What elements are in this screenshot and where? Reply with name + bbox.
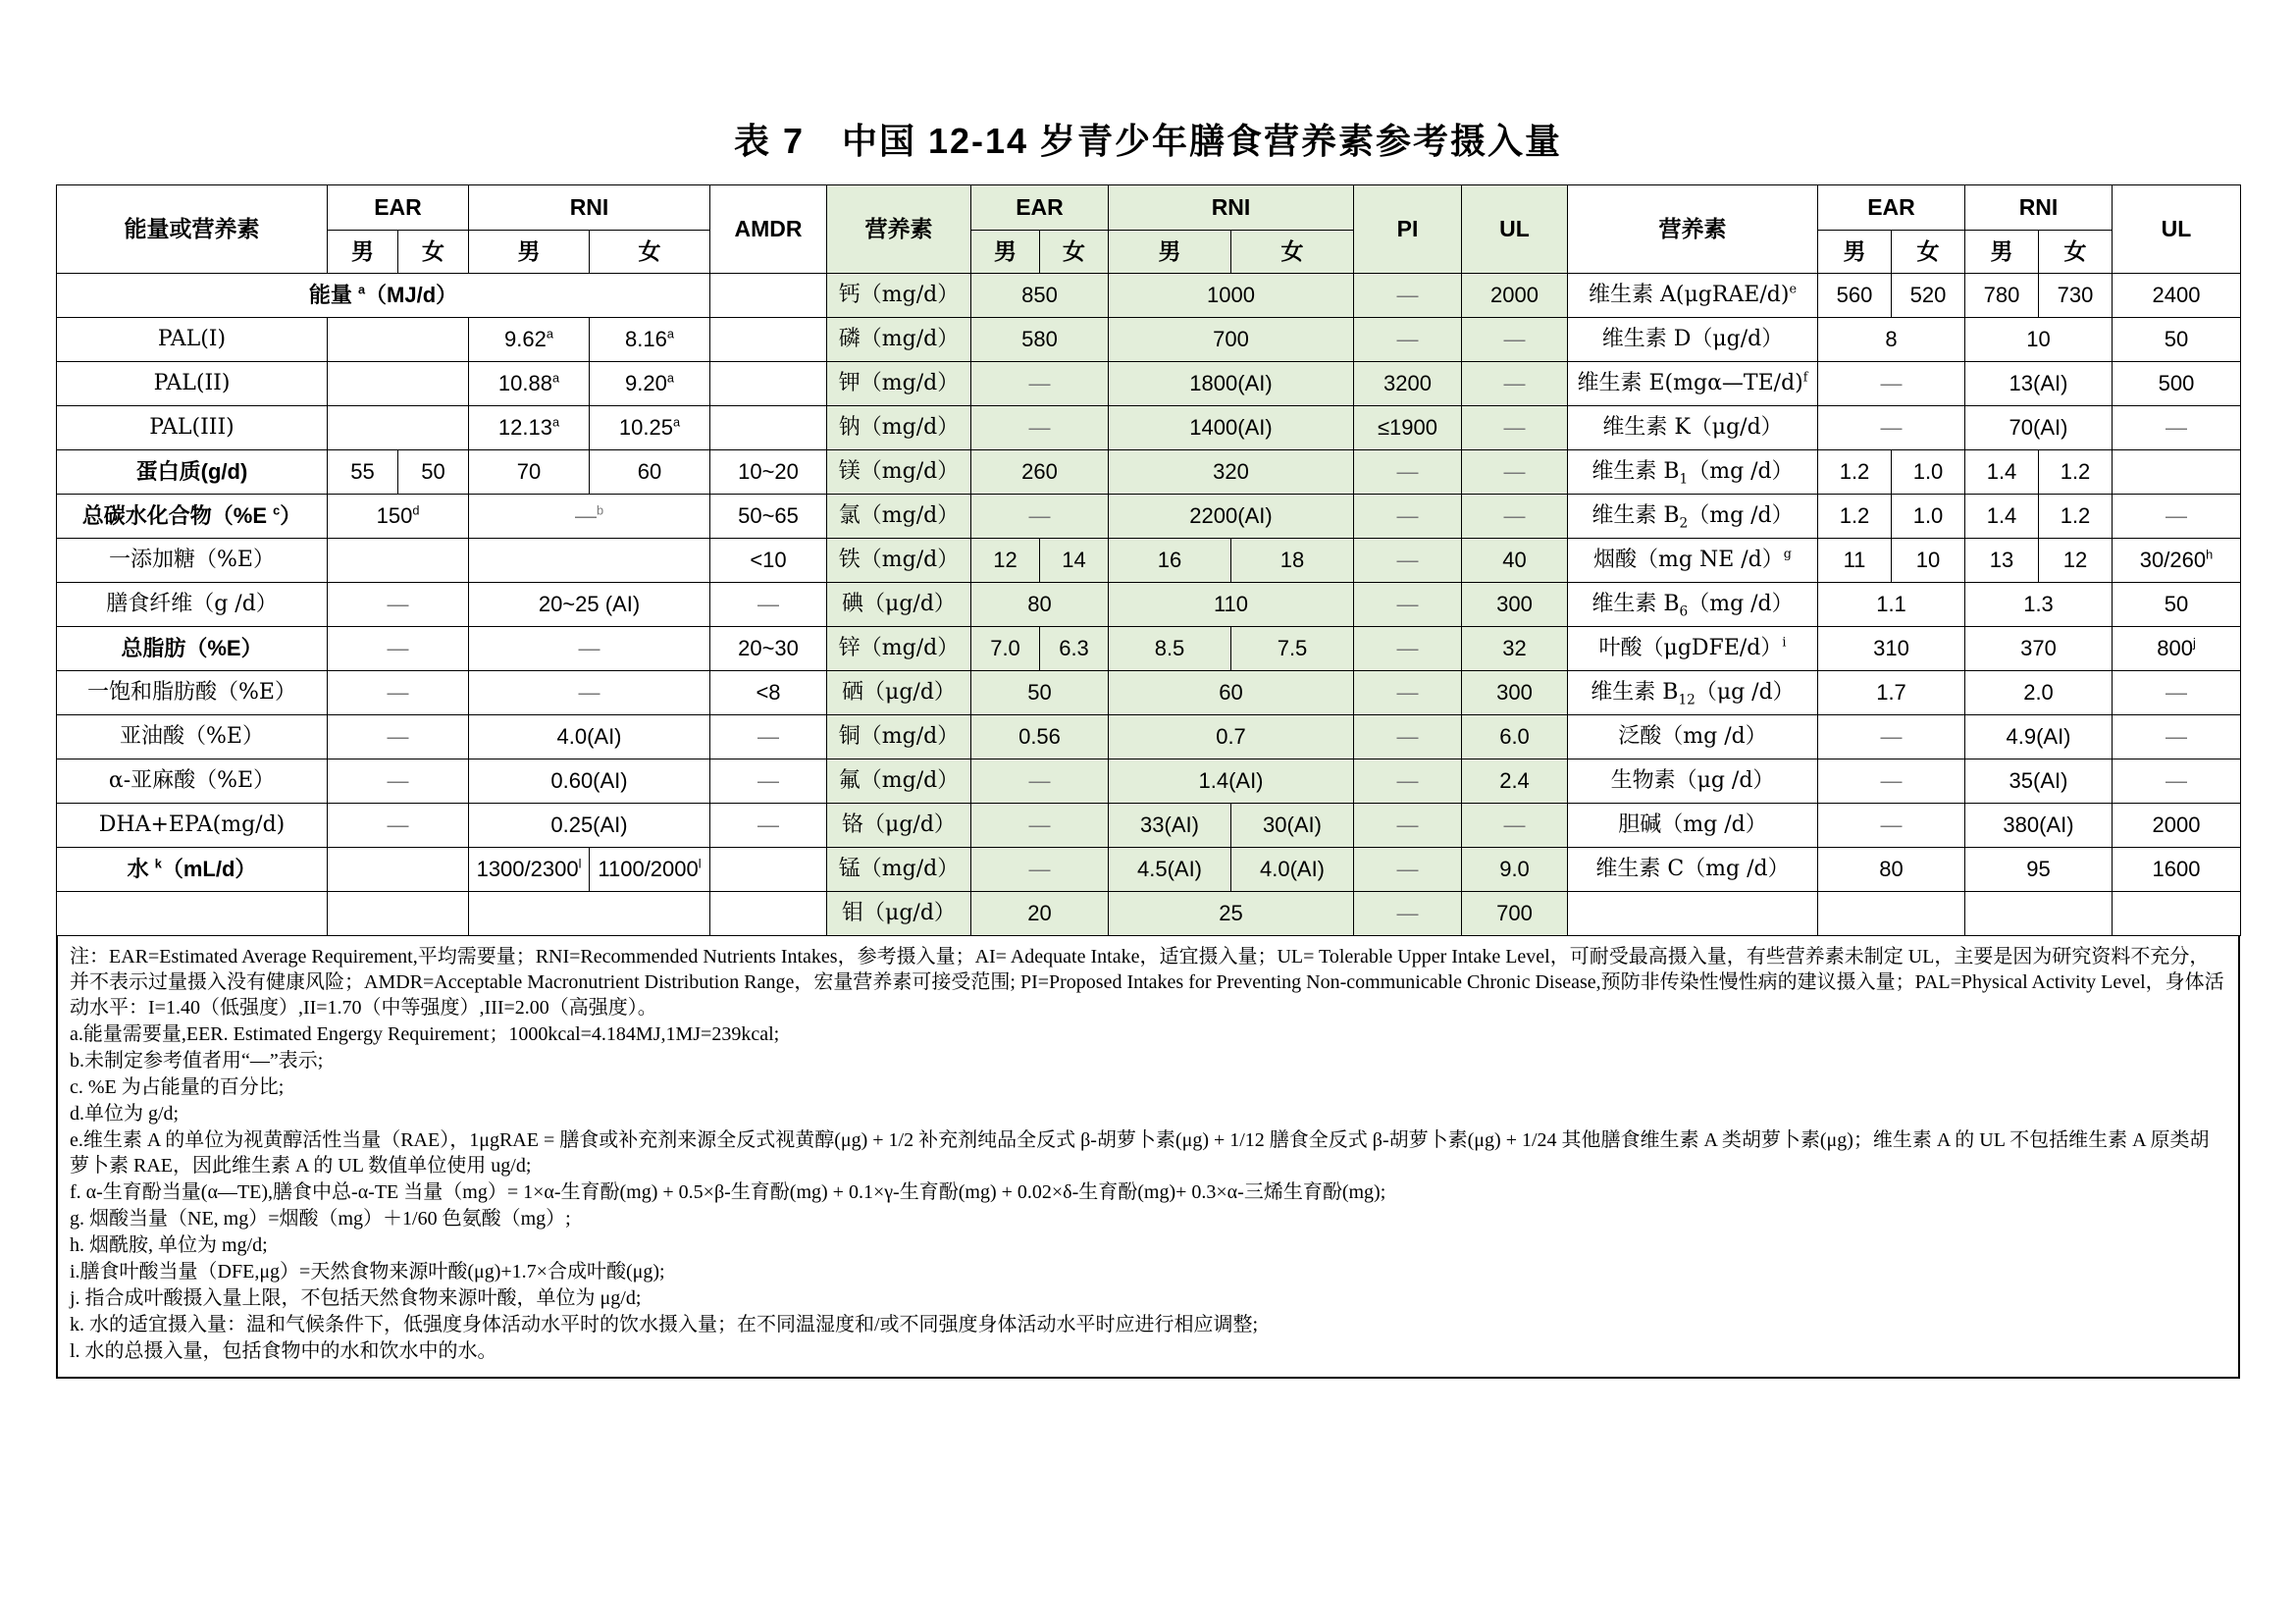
value-cell: 150$^d$ [328, 495, 469, 539]
column-header: 营养素 [1568, 185, 1818, 274]
value-cell: 700 [1462, 892, 1568, 936]
value-cell: 780 [1965, 274, 2039, 318]
value-cell: 14 [1040, 539, 1109, 583]
column-header: RNI [469, 185, 710, 231]
column-header: 女 [1231, 231, 1354, 274]
value-cell: 9.20$^a$ [590, 362, 710, 406]
table-row [57, 804, 2241, 848]
value-cell: — [1354, 539, 1462, 583]
value-cell [710, 318, 827, 362]
row-label: 钠（mg/d） [827, 406, 971, 450]
value-cell: 33(AI) [1109, 804, 1231, 848]
value-cell: 10.88$^a$ [469, 362, 590, 406]
column-header: EAR [328, 185, 469, 231]
value-cell: 0.25(AI) [469, 804, 710, 848]
value-cell: 13(AI) [1965, 362, 2113, 406]
row-label: 维生素 E(mgα—TE/d)$^f$ [1568, 362, 1818, 406]
column-header: 女 [590, 231, 710, 274]
value-cell: 7.0 [971, 627, 1040, 671]
value-cell: <8 [710, 671, 827, 715]
column-header: RNI [1965, 185, 2113, 231]
value-cell: — [710, 759, 827, 804]
value-cell: — [710, 804, 827, 848]
value-cell [57, 892, 328, 936]
footnote-line: i.膳食叶酸当量（DFE,μg）=天然食物来源叶酸(μg)+1.7×合成叶酸(μg); [70, 1261, 665, 1283]
value-cell: — [469, 627, 710, 671]
value-cell: 25 [1109, 892, 1354, 936]
value-cell: 1300/2300$^l$ [469, 848, 590, 892]
value-cell: — [2113, 759, 2241, 804]
value-cell: 310 [1818, 627, 1965, 671]
value-cell: — [1354, 583, 1462, 627]
value-cell: 1.7 [1818, 671, 1965, 715]
value-cell: 300 [1462, 671, 1568, 715]
value-cell: 1.3 [1965, 583, 2113, 627]
value-cell [710, 892, 827, 936]
footnote-line: 注：EAR=Estimated Average Requirement,平均需要量；RNI=Recommended Nutrients Intakes，参考摄入量；AI= Adequate Intake，适宜摄入量；UL= Tolerable Upper Intake Level，可耐受最高摄入量，有些营养素未制定 UL，主要是因为研究资料不充分，并不表示过量摄入没有健康风险；AMDR=Acceptable Macronutrient Distribution Range，宏量营养素可接受范围; PI=Proposed Intakes for Preventing Non-communicable Chronic Disease,预防非传染性慢性病的建议摄入量；PAL=Physical Activity Level，身体活动水平：I=1.40（低强度）,II=1.70（中等强度）,III=2.00（高强度）。 [70, 946, 2224, 1019]
value-cell: — [1354, 450, 1462, 495]
value-cell: — [328, 671, 469, 715]
footnote-line: g. 烟酸当量（NE, mg）=烟酸（mg）＋1/60 色氨酸（mg）; [70, 1208, 571, 1230]
value-cell [710, 848, 827, 892]
value-cell: 4.9(AI) [1965, 715, 2113, 759]
value-cell [328, 848, 469, 892]
value-cell: 110 [1109, 583, 1354, 627]
value-cell [2113, 450, 2241, 495]
value-cell: 8.16$^a$ [590, 318, 710, 362]
table-row [57, 627, 2241, 671]
value-cell: 70 [469, 450, 590, 495]
table-row [57, 848, 2241, 892]
value-cell: <10 [710, 539, 827, 583]
table-row [57, 450, 2241, 495]
row-label: 胆碱（mg /d） [1568, 804, 1818, 848]
value-cell: 1.2 [2039, 495, 2113, 539]
row-label: 能量 $^a$（MJ/d） [57, 274, 710, 318]
value-cell: 1.0 [1892, 495, 1965, 539]
footnote-line: e.维生素 A 的单位为视黄醇活性当量（RAE），1μgRAE = 膳食或补充剂来源全反式视黄醇(μg) + 1/2 补充剂纯品全反式 β-胡萝卜素(μg) + 1/12 膳食全反式 β-胡萝卜素(μg) + 1/24 其他膳食维生素 A 类胡萝卜素(μg)；维生素 A 的 UL 不包括维生素 A 原类胡萝卜素 RAE，因此维生素 A 的 UL 数值单位使用 ug/d; [70, 1129, 2210, 1177]
value-cell: 1600 [2113, 848, 2241, 892]
value-cell: — [2113, 671, 2241, 715]
value-cell: 60 [590, 450, 710, 495]
row-label: 钾（mg/d） [827, 362, 971, 406]
value-cell [2113, 892, 2241, 936]
footnote-line: l. 水的总摄入量，包括食物中的水和饮水中的水。 [70, 1340, 497, 1362]
column-header: UL [2113, 185, 2241, 274]
row-label: 氟（mg/d） [827, 759, 971, 804]
row-label: 亚油酸（%E） [57, 715, 328, 759]
table-row [57, 274, 2241, 318]
value-cell: 700 [1109, 318, 1354, 362]
row-label: 维生素 D（μg/d） [1568, 318, 1818, 362]
table-title: 表 7 中国 12-14 岁青少年膳食营养素参考摄入量 [733, 121, 1563, 161]
table-row [57, 671, 2241, 715]
row-label: 维生素 $B_6(mg$ /d） [1568, 583, 1818, 627]
value-cell: 10 [1965, 318, 2113, 362]
value-cell: 32 [1462, 627, 1568, 671]
value-cell: 370 [1965, 627, 2113, 671]
value-cell: — [2113, 406, 2241, 450]
row-label: 碘（μg/d） [827, 583, 971, 627]
value-cell: 10 [1892, 539, 1965, 583]
value-cell: — [328, 715, 469, 759]
row-label: 膳食纤维（g /d） [57, 583, 328, 627]
footnote-line: f. α-生育酚当量(α—TE),膳食中总-α-TE 当量（mg）= 1×α-生育酚(mg) + 0.5×β-生育酚(mg) + 0.1×γ-生育酚(mg) + 0.02×δ-生育酚(mg)+ 0.3×α-三烯生育酚(mg); [70, 1181, 1386, 1203]
value-cell: 20~30 [710, 627, 827, 671]
table-row [57, 539, 2241, 583]
nutrient-table [56, 184, 2241, 936]
value-cell [328, 892, 469, 936]
value-cell: 80 [971, 583, 1109, 627]
value-cell [328, 362, 469, 406]
value-cell: — [1354, 627, 1462, 671]
table-row [57, 583, 2241, 627]
column-header: 女 [1892, 231, 1965, 274]
value-cell: — [469, 671, 710, 715]
value-cell: 8.5 [1109, 627, 1231, 671]
row-label: 铁（mg/d） [827, 539, 971, 583]
value-cell: — [1818, 362, 1965, 406]
row-label: 蛋白质(g/d) [57, 450, 328, 495]
value-cell: — [1354, 848, 1462, 892]
value-cell: ≤1900 [1354, 406, 1462, 450]
row-label: PAL(II) [57, 362, 328, 406]
row-label: 维生素 C（mg /d） [1568, 848, 1818, 892]
value-cell: 800$^j$ [2113, 627, 2241, 671]
value-cell: 500 [2113, 362, 2241, 406]
value-cell: — [1462, 362, 1568, 406]
row-label: 维生素 $B_2(mg$ /d） [1568, 495, 1818, 539]
column-header: PI [1354, 185, 1462, 274]
value-cell: — [1354, 759, 1462, 804]
column-header: 男 [1818, 231, 1892, 274]
value-cell: 560 [1818, 274, 1892, 318]
value-cell: — [328, 759, 469, 804]
row-label: 镁（mg/d） [827, 450, 971, 495]
table-row [57, 715, 2241, 759]
value-cell: 260 [971, 450, 1109, 495]
value-cell: 80 [1818, 848, 1965, 892]
value-cell: 8 [1818, 318, 1965, 362]
column-header: 营养素 [827, 185, 971, 274]
footnote-line: d.单位为 g/d; [70, 1103, 180, 1125]
value-cell: 30/260$^h$ [2113, 539, 2241, 583]
value-cell: 60 [1109, 671, 1354, 715]
row-label: α-亚麻酸（%E） [57, 759, 328, 804]
header-subrow [57, 231, 2241, 274]
table-row [57, 759, 2241, 804]
value-cell: — [1462, 450, 1568, 495]
value-cell: — [710, 583, 827, 627]
value-cell: 6.3 [1040, 627, 1109, 671]
row-label: 硒（μg/d） [827, 671, 971, 715]
table-row [57, 318, 2241, 362]
value-cell: 1800(AI) [1109, 362, 1354, 406]
value-cell: 50~65 [710, 495, 827, 539]
value-cell: 18 [1231, 539, 1354, 583]
value-cell: 95 [1965, 848, 2113, 892]
value-cell: 12 [2039, 539, 2113, 583]
value-cell: 40 [1462, 539, 1568, 583]
value-cell: — [1354, 318, 1462, 362]
column-header: 女 [1040, 231, 1109, 274]
value-cell: — [328, 627, 469, 671]
value-cell: 4.0(AI) [1231, 848, 1354, 892]
row-label: 一添加糖（%E） [57, 539, 328, 583]
row-label: 一饱和脂肪酸（%E） [57, 671, 328, 715]
column-header: 男 [469, 231, 590, 274]
value-cell: — [2113, 715, 2241, 759]
value-cell [1965, 892, 2113, 936]
row-label: PAL(I) [57, 318, 328, 362]
row-label: 维生素 $B_{12}(\mu g$ /d） [1568, 671, 1818, 715]
column-header: UL [1462, 185, 1568, 274]
value-cell: 10.25$^a$ [590, 406, 710, 450]
table-wrapper [56, 184, 2240, 1379]
row-label: 总碳水化合物（%E $^c$） [57, 495, 328, 539]
value-cell: 20~25 (AI) [469, 583, 710, 627]
footnotes [56, 936, 2240, 1379]
row-label: 锌（mg/d） [827, 627, 971, 671]
value-cell: 30(AI) [1231, 804, 1354, 848]
value-cell: 1.2 [2039, 450, 2113, 495]
row-label: 烟酸（mg NE /d）$^g$ [1568, 539, 1818, 583]
footnote-line: k. 水的适宜摄入量：温和气候条件下，低强度身体活动水平时的饮水摄入量；在不同温湿度和/或不同强度身体活动水平时应进行相应调整; [70, 1314, 1259, 1335]
value-cell: 380(AI) [1965, 804, 2113, 848]
value-cell: 1100/2000$^l$ [590, 848, 710, 892]
column-header: AMDR [710, 185, 827, 274]
value-cell: 580 [971, 318, 1109, 362]
value-cell: 2200(AI) [1109, 495, 1354, 539]
value-cell [328, 406, 469, 450]
value-cell: 0.7 [1109, 715, 1354, 759]
column-header: 男 [971, 231, 1040, 274]
value-cell: — [1354, 892, 1462, 936]
value-cell: 13 [1965, 539, 2039, 583]
value-cell: — [2113, 495, 2241, 539]
table-body [57, 274, 2241, 936]
value-cell [1818, 892, 1965, 936]
footnote-line: j. 指合成叶酸摄入量上限，不包括天然食物来源叶酸，单位为 μg/d; [70, 1287, 642, 1309]
row-label: 生物素（μg /d） [1568, 759, 1818, 804]
row-label: PAL(III) [57, 406, 328, 450]
value-cell: — [710, 715, 827, 759]
value-cell: 1.2 [1818, 495, 1892, 539]
value-cell: — [971, 759, 1109, 804]
value-cell: 70(AI) [1965, 406, 2113, 450]
value-cell: — [1462, 804, 1568, 848]
value-cell: 50 [2113, 583, 2241, 627]
value-cell: 850 [971, 274, 1109, 318]
value-cell: — [1354, 274, 1462, 318]
footnote-line: h. 烟酰胺, 单位为 mg/d; [70, 1234, 268, 1256]
row-label: 钼（μg/d） [827, 892, 971, 936]
value-cell: — [1462, 495, 1568, 539]
value-cell: — [1818, 804, 1965, 848]
value-cell: — [971, 848, 1109, 892]
value-cell: 1.0 [1892, 450, 1965, 495]
row-label: 铜（mg/d） [827, 715, 971, 759]
row-label: 钙（mg/d） [827, 274, 971, 318]
value-cell [710, 362, 827, 406]
value-cell: 50 [2113, 318, 2241, 362]
row-label: DHA+EPA(mg/d) [57, 804, 328, 848]
table-row [57, 362, 2241, 406]
value-cell: 50 [398, 450, 469, 495]
footnote-line: b.未制定参考值者用“—”表示; [70, 1050, 324, 1072]
value-cell: — [971, 406, 1109, 450]
column-header: EAR [1818, 185, 1965, 231]
value-cell: 320 [1109, 450, 1354, 495]
value-cell: — [1818, 406, 1965, 450]
value-cell: 55 [328, 450, 398, 495]
value-cell [710, 274, 827, 318]
footnote-line: c. %E 为占能量的百分比; [70, 1076, 285, 1098]
value-cell: 730 [2039, 274, 2113, 318]
value-cell: 4.0(AI) [469, 715, 710, 759]
value-cell: — [971, 495, 1109, 539]
row-label: 总脂肪（%E） [57, 627, 328, 671]
value-cell: 12 [971, 539, 1040, 583]
value-cell: 9.62$^a$ [469, 318, 590, 362]
value-cell: 1.1 [1818, 583, 1965, 627]
value-cell: 35(AI) [1965, 759, 2113, 804]
header-row [57, 185, 2241, 231]
value-cell: 7.5 [1231, 627, 1354, 671]
table-row [57, 892, 2241, 936]
value-cell: 10~20 [710, 450, 827, 495]
value-cell: — [1462, 406, 1568, 450]
value-cell: 2000 [2113, 804, 2241, 848]
value-cell: 0.60(AI) [469, 759, 710, 804]
value-cell: — [1354, 671, 1462, 715]
value-cell [710, 406, 827, 450]
footnote-line: a.能量需要量,EER. Estimated Engergy Requirement；1000kcal=4.184MJ,1MJ=239kcal; [70, 1023, 780, 1045]
row-label: 氯（mg/d） [827, 495, 971, 539]
value-cell: — [971, 804, 1109, 848]
column-header: 男 [1965, 231, 2039, 274]
row-label: 维生素 K（μg/d） [1568, 406, 1818, 450]
value-cell: 50 [971, 671, 1109, 715]
value-cell: — [328, 583, 469, 627]
row-label: 铬（μg/d） [827, 804, 971, 848]
table-row [57, 495, 2241, 539]
column-header: EAR [971, 185, 1109, 231]
value-cell: 1.4 [1965, 450, 2039, 495]
value-cell: — [1354, 804, 1462, 848]
value-cell: — [1818, 759, 1965, 804]
column-header: 能量或营养素 [57, 185, 328, 274]
value-cell: — [1354, 495, 1462, 539]
value-cell: 1400(AI) [1109, 406, 1354, 450]
value-cell: 11 [1818, 539, 1892, 583]
value-cell: 2.0 [1965, 671, 2113, 715]
row-label: 泛酸（mg /d） [1568, 715, 1818, 759]
value-cell: 12.13$^a$ [469, 406, 590, 450]
value-cell: 0.56 [971, 715, 1109, 759]
column-header: 女 [398, 231, 469, 274]
value-cell: 1.4(AI) [1109, 759, 1354, 804]
value-cell: 9.0 [1462, 848, 1568, 892]
value-cell: — [328, 804, 469, 848]
value-cell: —$^b$ [469, 495, 710, 539]
row-label: 维生素 A(μgRAE/d)$^e$ [1568, 274, 1818, 318]
value-cell: 300 [1462, 583, 1568, 627]
value-cell: 2000 [1462, 274, 1568, 318]
value-cell: — [1462, 318, 1568, 362]
column-header: 女 [2039, 231, 2113, 274]
column-header: RNI [1109, 185, 1354, 231]
value-cell [1568, 892, 1818, 936]
row-label: 叶酸（μgDFE/d）$^i$ [1568, 627, 1818, 671]
value-cell [469, 539, 710, 583]
value-cell: 2.4 [1462, 759, 1568, 804]
value-cell [469, 892, 710, 936]
value-cell: — [971, 362, 1109, 406]
value-cell [328, 539, 469, 583]
row-label: 锰（mg/d） [827, 848, 971, 892]
column-header: 男 [1109, 231, 1231, 274]
value-cell: 6.0 [1462, 715, 1568, 759]
table-row [57, 406, 2241, 450]
column-header: 男 [328, 231, 398, 274]
value-cell: — [1354, 715, 1462, 759]
value-cell [328, 318, 469, 362]
value-cell: 1000 [1109, 274, 1354, 318]
row-label: 水 $^k$（mL/d） [57, 848, 328, 892]
value-cell: 4.5(AI) [1109, 848, 1231, 892]
row-label: 维生素 $B_1(mg$ /d） [1568, 450, 1818, 495]
value-cell: 16 [1109, 539, 1231, 583]
value-cell: 1.2 [1818, 450, 1892, 495]
value-cell: 1.4 [1965, 495, 2039, 539]
table-header [57, 185, 2241, 274]
value-cell: 520 [1892, 274, 1965, 318]
row-label: 磷（mg/d） [827, 318, 971, 362]
value-cell: 2400 [2113, 274, 2241, 318]
value-cell: 3200 [1354, 362, 1462, 406]
value-cell: — [1818, 715, 1965, 759]
value-cell: 20 [971, 892, 1109, 936]
